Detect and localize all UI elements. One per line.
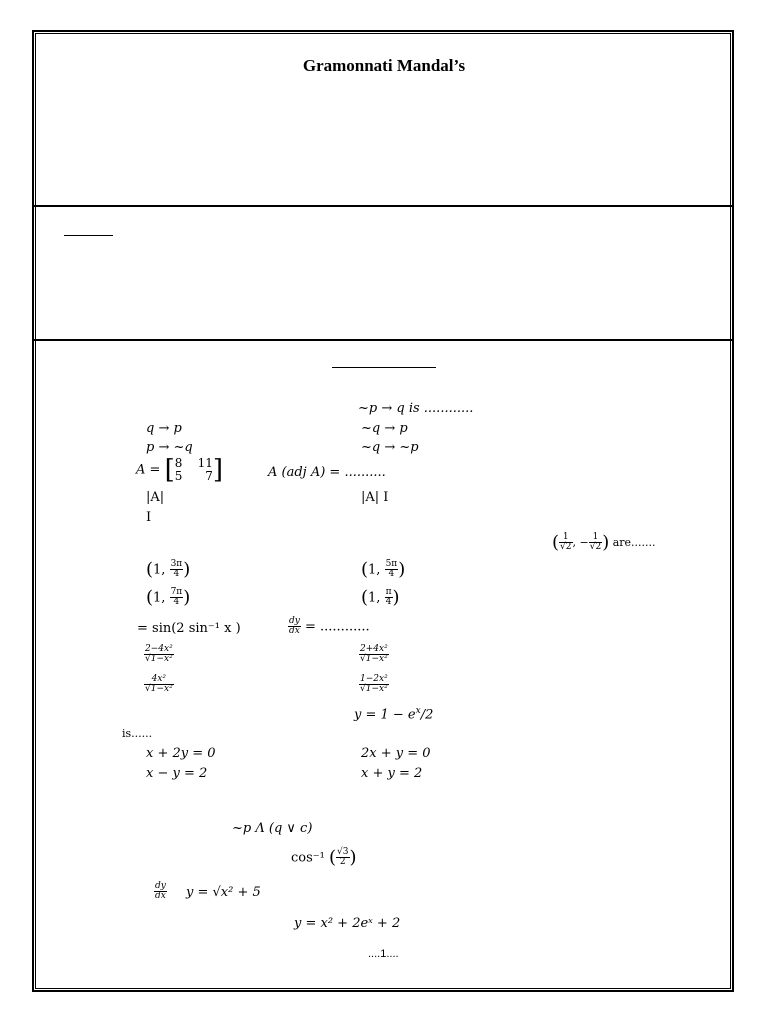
numerator: 1−2x² xyxy=(360,674,388,684)
fraction xyxy=(288,617,301,637)
numerator: 7π xyxy=(170,587,183,597)
coord-r: 1, xyxy=(153,562,166,578)
paren: ) xyxy=(602,531,610,553)
numerator: 2−4x² xyxy=(145,644,173,654)
denominator: 4 xyxy=(173,597,180,608)
q3-option-d xyxy=(361,588,400,608)
q2-option-c: I xyxy=(146,510,152,525)
q3-option-a xyxy=(146,560,190,580)
q4-option-c xyxy=(144,675,174,695)
q5-stem-tail: /2 xyxy=(420,707,434,723)
q5-option-d: x + y = 2 xyxy=(361,766,423,781)
paren: ( xyxy=(361,558,369,580)
fraction xyxy=(589,533,602,553)
numerator: 1 xyxy=(559,533,572,543)
q5-stem-is: is...... xyxy=(122,727,153,740)
page-border-inner xyxy=(35,33,731,989)
fraction xyxy=(336,848,349,868)
q1-option-b: ~q → p xyxy=(361,421,408,436)
numerator: √3 xyxy=(337,847,349,857)
matrix-left-bracket: [ xyxy=(164,455,175,486)
fraction xyxy=(385,588,393,608)
denominator: √2 xyxy=(560,542,572,553)
matrix-cell: 11 xyxy=(197,456,213,470)
fraction xyxy=(385,560,399,580)
q2-option-b: |A| I xyxy=(361,490,389,505)
paren: ) xyxy=(183,586,191,608)
fraction xyxy=(170,588,184,608)
numerator: 2+4x² xyxy=(360,644,388,654)
paren: ( xyxy=(146,586,154,608)
q5-option-b: 2x + y = 0 xyxy=(361,746,431,761)
denominator: dx xyxy=(289,626,300,637)
paren: ( xyxy=(329,846,337,868)
section-divider-1 xyxy=(33,205,734,207)
q1-option-c: p → ~q xyxy=(146,440,193,455)
fraction xyxy=(144,675,174,695)
q5-stem xyxy=(354,707,433,721)
matrix-cell: 5 xyxy=(174,469,183,484)
denominator: 4 xyxy=(385,597,392,608)
section-underline-center xyxy=(332,367,436,368)
denominator: 2 xyxy=(339,857,346,868)
q3-option-c xyxy=(146,588,190,608)
q2-stem-suffix: A (adj A) = .......... xyxy=(268,465,386,480)
numerator: dy xyxy=(155,881,166,891)
fraction xyxy=(154,882,167,902)
q1-option-a: q → p xyxy=(146,421,182,436)
paren: ) xyxy=(349,846,357,868)
cos-inverse: cos⁻¹ xyxy=(291,850,325,866)
paren: ) xyxy=(183,558,191,580)
paren: ( xyxy=(361,586,369,608)
q4-derivative xyxy=(288,617,370,637)
fraction xyxy=(359,675,389,695)
numerator: π xyxy=(385,587,392,597)
institution-title: Gramonnati Mandal’s xyxy=(302,56,466,75)
paren: ) xyxy=(392,586,400,608)
denominator: √1−x² xyxy=(360,684,388,695)
q4-option-d xyxy=(359,675,389,695)
q3-stem xyxy=(552,533,656,553)
paren: ( xyxy=(146,558,154,580)
matrix-a xyxy=(175,457,213,483)
numerator: dy xyxy=(289,616,300,626)
q5-option-a: x + 2y = 0 xyxy=(146,746,216,761)
separator: , − xyxy=(572,535,589,549)
short-q3-derivative xyxy=(154,882,167,902)
q1-stem: ~p → q is ............ xyxy=(358,401,474,416)
short-q3-equation: y = √x² + 5 xyxy=(186,885,261,900)
fraction xyxy=(559,533,572,553)
coord-r: 1, xyxy=(153,590,166,606)
denominator: √1−x² xyxy=(145,684,173,695)
fraction xyxy=(144,645,174,665)
q2-option-a: |A| xyxy=(146,490,165,505)
section-underline-left xyxy=(64,235,113,236)
denominator: 4 xyxy=(173,569,180,580)
numerator: 3π xyxy=(170,559,183,569)
coord-r: 1, xyxy=(368,562,381,578)
matrix-cell: 8 xyxy=(174,456,183,470)
coord-r: 1, xyxy=(368,590,381,606)
numerator: 5π xyxy=(385,559,398,569)
paren: ( xyxy=(552,531,560,553)
denominator: dx xyxy=(155,891,166,902)
fraction xyxy=(170,560,184,580)
q4-option-a xyxy=(144,645,174,665)
numerator: 1 xyxy=(589,533,602,543)
short-q1: ~p Λ (q ∨ c) xyxy=(232,821,313,836)
q4-option-b xyxy=(359,645,389,665)
q4-deriv-suffix: = ............ xyxy=(305,619,370,635)
q1-option-d: ~q → ~p xyxy=(361,440,419,455)
q2-stem-matrix xyxy=(136,455,224,486)
short-q2 xyxy=(291,848,357,868)
q3-stem-suffix: are....... xyxy=(612,535,656,549)
denominator: √1−x² xyxy=(145,654,173,665)
q5-stem-base: y = 1 − e xyxy=(354,707,416,723)
denominator: √1−x² xyxy=(360,654,388,665)
q5-stem-exponent: x xyxy=(415,706,421,716)
q3-option-b xyxy=(361,560,405,580)
matrix-right-bracket: ] xyxy=(212,455,224,486)
matrix-cell: 7 xyxy=(205,469,213,484)
paren: ) xyxy=(398,558,406,580)
denominator: 4 xyxy=(388,569,395,580)
page-number: ....1.... xyxy=(368,948,399,960)
q5-option-c: x − y = 2 xyxy=(146,766,208,781)
q4-stem: = sin(2 sin⁻¹ x ) xyxy=(137,621,241,636)
section-divider-2 xyxy=(33,339,734,341)
short-q4: y = x² + 2eˣ + 2 xyxy=(294,916,401,931)
q2-stem-prefix: A = xyxy=(136,462,161,478)
denominator: √2 xyxy=(589,542,602,553)
fraction xyxy=(359,645,389,665)
numerator: 4x² xyxy=(144,675,174,685)
